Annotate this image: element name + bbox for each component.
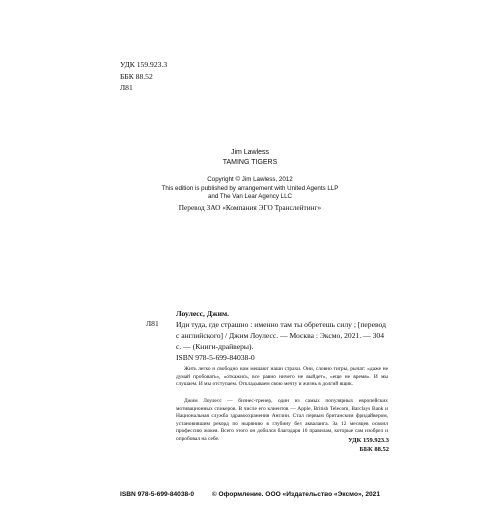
catalog-isbn: ISBN 978-5-699-84038-0 (176, 353, 255, 362)
catalog-author-mark: Л81 (146, 319, 159, 328)
footer-design-credit: © Оформление. ООО «Издательство «Эксмо», 2021 (211, 491, 380, 498)
original-author: Jim Lawless (230, 149, 270, 156)
annotation-paragraph: Джим Лоулесс — бизнес-тренер, один из самых популярных европейских мотивационных спикеров. В числе его клиентов — Apple, British Telecom, Barclays Bank и Национальная служба здравоохранения Англии. Стал первым британским фридайвером, установившим рекорд по нырянию в глубину без акваланга. За 12 месяцев освоил профессию жокея. Всего этого он добился благодаря 10 правилам, которые сам изобрел и опробовал на себе. (176, 398, 388, 442)
udk-code: УДК 159.923.3 (120, 60, 168, 69)
footer-isbn: ISBN 978-5-699-84038-0 (120, 491, 195, 498)
catalog-description: Иди туда, где страшно : именно там ты обретешь силу ; [перевод с английского] / Джим Лоулесс. — Москва : Эксмо, 2021. — 304 с. — (Книги-драйверы). (176, 320, 386, 352)
annotation-paragraph: Жить легко и свободно нам мешают наши страхи. Они, словно тигры, рычат: «даже не думай пробовать», «откажись, все равно ничего не выйдет», «еще не время». И мы слушаем. И мы отступаем. Откладываем свою мечту и жизнь в долгий ящик. (176, 366, 388, 388)
translation-credit: Перевод ЗАО «Компания ЭГО Транслейтинг» (178, 203, 322, 212)
bbk-code: ББК 88.52 (120, 71, 153, 81)
copyright-line: and The Van Lear Agency LLC (207, 193, 293, 201)
classification-block (120, 59, 167, 94)
original-title: TAMING TIGERS (222, 159, 278, 166)
udk-code-right: УДК 159.923.3 (348, 437, 389, 444)
copyright-line: Copyright © Jim Lawless, 2012 (207, 176, 293, 183)
copyright-notice (0, 176, 500, 202)
bbk-code-right: ББК 88.52 (359, 446, 389, 453)
catalog-author-heading: Лоулесс, Джим. (176, 309, 230, 318)
author-mark: Л81 (120, 83, 133, 92)
copyright-line: This edition is published by arrangement with United Agents LLP (161, 184, 339, 192)
